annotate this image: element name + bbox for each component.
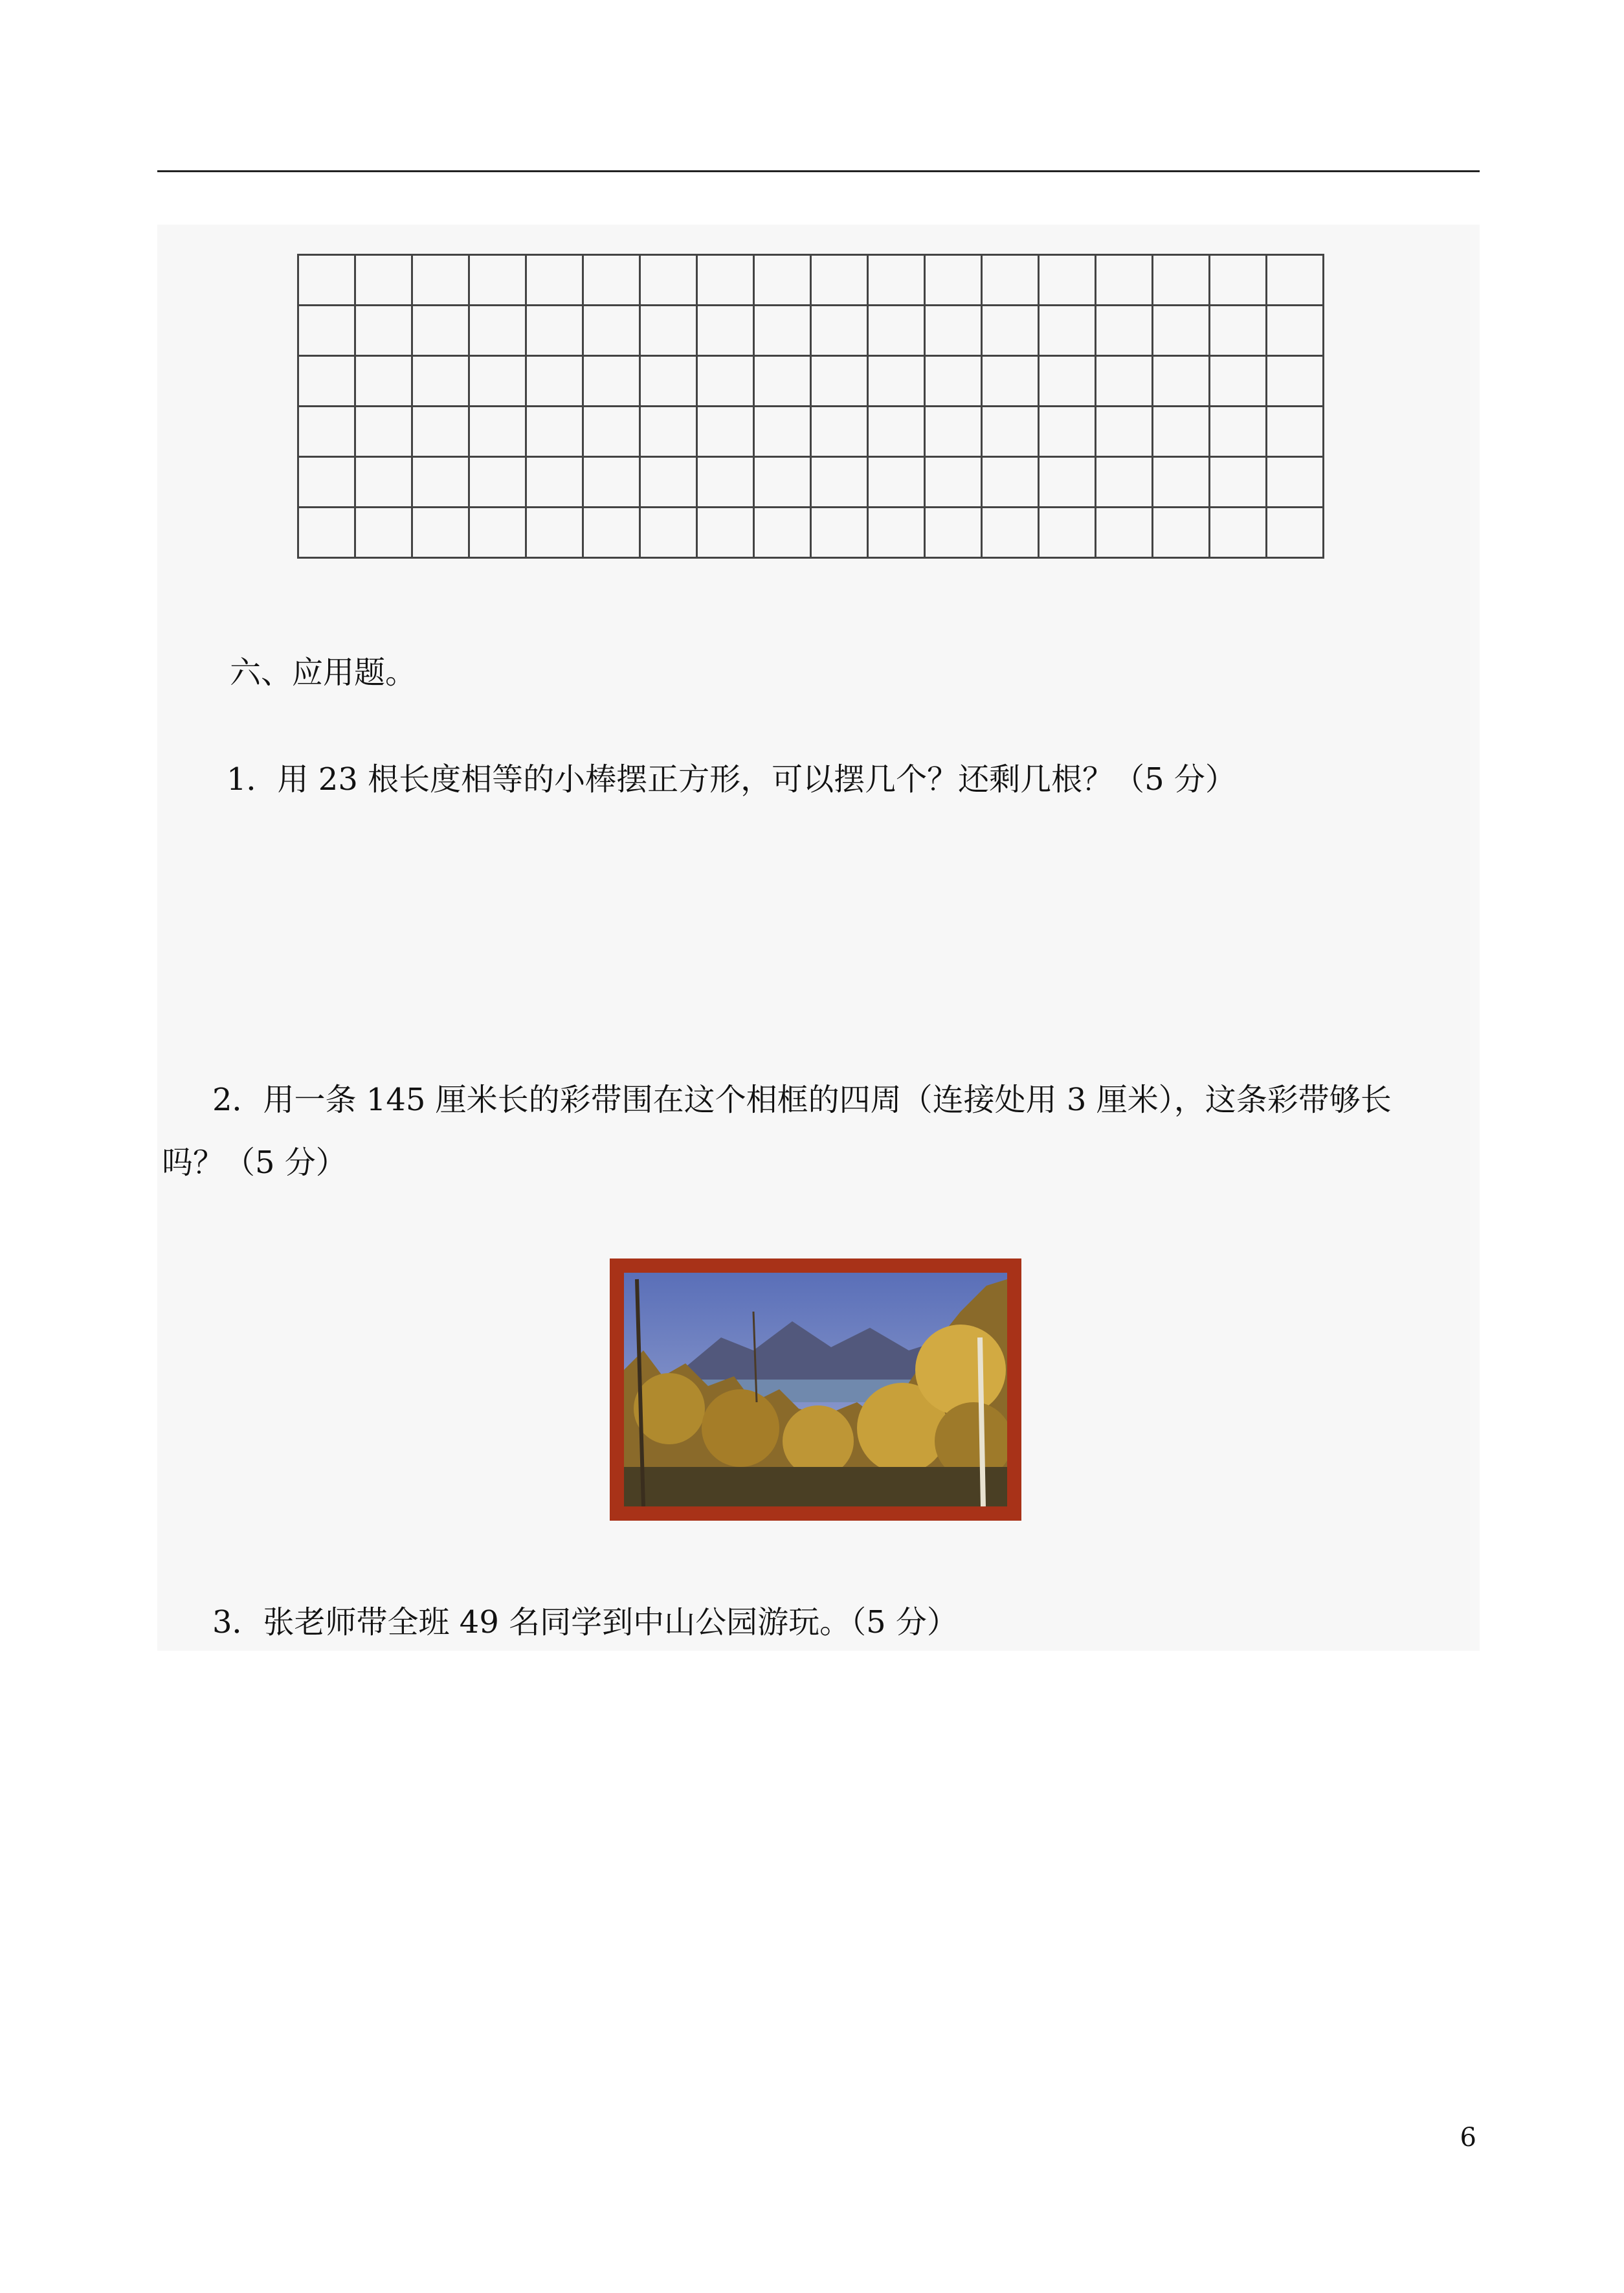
grid-cell	[1153, 306, 1210, 356]
grid-cell	[469, 356, 526, 407]
grid-cell	[355, 457, 412, 508]
question-2-line-1: 2．用一条 145 厘米长的彩带围在这个相框的四周（连接处用 3 厘米），这条彩带够长	[212, 1082, 1392, 1118]
grid-cell	[1096, 508, 1153, 558]
grid-cell	[412, 508, 469, 558]
grid-cell	[412, 407, 469, 457]
section-title: 六、应用题。	[230, 654, 417, 691]
grid-cell	[1039, 306, 1096, 356]
grid-cell	[1096, 306, 1153, 356]
grid-cell	[754, 508, 811, 558]
grid-cell	[640, 407, 697, 457]
page-number: 6	[1460, 2123, 1476, 2153]
grid-cell	[469, 407, 526, 457]
grid-cell	[811, 356, 868, 407]
grid-cell	[1096, 255, 1153, 306]
question-3: 3．张老师带全班 49 名同学到中山公园游玩。（5 分）	[212, 1604, 958, 1640]
grid-cell	[583, 306, 640, 356]
grid-cell	[1267, 407, 1324, 457]
grid-cell	[1096, 407, 1153, 457]
grid-cell	[1153, 407, 1210, 457]
grid-cell	[355, 255, 412, 306]
grid-cell	[526, 407, 583, 457]
grid-cell	[355, 508, 412, 558]
grid-cell	[526, 356, 583, 407]
drawing-grid	[297, 254, 1324, 559]
grid-cell	[925, 306, 982, 356]
grid-cell	[640, 356, 697, 407]
grid-cell	[298, 407, 355, 457]
grid-cell	[640, 306, 697, 356]
grid-cell	[868, 457, 925, 508]
question-2-line-2: 吗？（5 分）	[162, 1145, 347, 1181]
grid-cell	[868, 407, 925, 457]
grid-row	[298, 407, 1324, 457]
grid-cell	[925, 356, 982, 407]
grid-cell	[355, 407, 412, 457]
grid-cell	[925, 508, 982, 558]
grid-cell	[754, 407, 811, 457]
grid-cell	[412, 356, 469, 407]
grid-row	[298, 306, 1324, 356]
grid-cell	[1153, 356, 1210, 407]
grid-cell	[925, 255, 982, 306]
grid-row	[298, 356, 1324, 407]
grid-cell	[1096, 457, 1153, 508]
grid-cell	[868, 306, 925, 356]
grid-cell	[1210, 508, 1267, 558]
grid-cell	[925, 457, 982, 508]
grid-cell	[469, 508, 526, 558]
grid-cell	[526, 457, 583, 508]
question-1: 1．用 23 根长度相等的小棒摆正方形，可以摆几个？还剩几根？（5 分）	[227, 761, 1236, 798]
grid-cell	[754, 457, 811, 508]
header-rule	[157, 170, 1480, 172]
grid-cell	[754, 255, 811, 306]
grid-cell	[526, 255, 583, 306]
grid-cell	[298, 255, 355, 306]
grid-cell	[355, 306, 412, 356]
grid-cell	[697, 407, 754, 457]
landscape-image	[624, 1273, 1007, 1506]
grid-cell	[1039, 356, 1096, 407]
grid-cell	[925, 407, 982, 457]
grid-cell	[1267, 255, 1324, 306]
grid-cell	[697, 508, 754, 558]
grid-cell	[982, 457, 1039, 508]
grid-cell	[982, 407, 1039, 457]
grid-cell	[298, 306, 355, 356]
grid-cell	[1153, 255, 1210, 306]
grid-cell	[298, 508, 355, 558]
grid-cell	[640, 508, 697, 558]
grid-cell	[469, 457, 526, 508]
grid-cell	[298, 356, 355, 407]
grid-row	[298, 255, 1324, 306]
grid-cell	[412, 255, 469, 306]
grid-cell	[583, 508, 640, 558]
grid-cell	[583, 457, 640, 508]
grid-cell	[1210, 457, 1267, 508]
grid-cell	[811, 457, 868, 508]
grid-cell	[697, 457, 754, 508]
grid-cell	[355, 356, 412, 407]
grid-cell	[982, 508, 1039, 558]
grid-cell	[697, 255, 754, 306]
grid-cell	[1039, 255, 1096, 306]
grid-cell	[1153, 457, 1210, 508]
grid-cell	[868, 255, 925, 306]
grid-cell	[412, 306, 469, 356]
grid-cell	[811, 255, 868, 306]
grid-cell	[526, 508, 583, 558]
grid-cell	[1210, 356, 1267, 407]
grid-cell	[1096, 356, 1153, 407]
grid-cell	[583, 356, 640, 407]
grid-cell	[1039, 457, 1096, 508]
grid-cell	[982, 306, 1039, 356]
grid-cell	[1267, 306, 1324, 356]
grid-cell	[697, 356, 754, 407]
grid-cell	[982, 356, 1039, 407]
grid-cell	[1210, 306, 1267, 356]
grid-cell	[868, 508, 925, 558]
grid-cell	[583, 407, 640, 457]
grid-cell	[412, 457, 469, 508]
grid-cell	[754, 356, 811, 407]
grid-row	[298, 457, 1324, 508]
grid-cell	[469, 255, 526, 306]
grid-row	[298, 508, 1324, 558]
grid-cell	[811, 407, 868, 457]
grid-cell	[1153, 508, 1210, 558]
grid-cell	[1210, 407, 1267, 457]
grid-cell	[526, 306, 583, 356]
grid-cell	[469, 306, 526, 356]
grid-cell	[583, 255, 640, 306]
grid-cell	[640, 457, 697, 508]
grid-cell	[697, 306, 754, 356]
framed-landscape-photo	[610, 1258, 1021, 1521]
grid-cell	[1039, 407, 1096, 457]
grid-cell	[982, 255, 1039, 306]
grid-cell	[1210, 255, 1267, 306]
grid-cell	[868, 356, 925, 407]
grid-cell	[811, 508, 868, 558]
grid-cell	[298, 457, 355, 508]
grid-cell	[754, 306, 811, 356]
grid-cell	[1039, 508, 1096, 558]
grid-cell	[1267, 457, 1324, 508]
grid-cell	[811, 306, 868, 356]
grid-cell	[640, 255, 697, 306]
grid-cell	[1267, 356, 1324, 407]
grid-cell	[1267, 508, 1324, 558]
